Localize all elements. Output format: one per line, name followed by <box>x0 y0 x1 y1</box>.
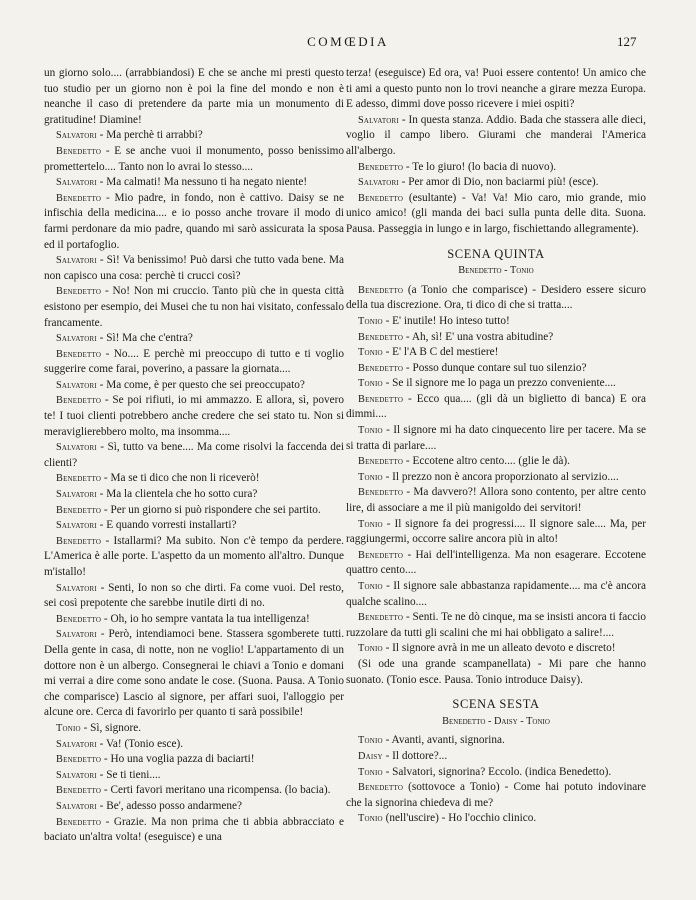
speaker-name: Salvatori <box>56 177 97 189</box>
dialogue-line <box>44 331 344 347</box>
dialogue-line <box>346 191 646 238</box>
dialogue-text: - Il signore mi ha dato cinquecento lire per tacere. Ma se si tratta di parlare.... <box>346 424 646 452</box>
dialogue-text: - Se il signore me lo paga un prezzo conveniente.... <box>385 377 616 390</box>
scene-six-characters: Benedetto - Daisy - Tonio <box>442 715 550 727</box>
scene-five-characters: Benedetto - Tonio <box>458 265 534 277</box>
dialogue-text: - Avanti, avanti, signorina. <box>385 734 505 747</box>
speaker-name: Tonio <box>358 471 383 483</box>
dialogue-line <box>346 283 646 314</box>
dialogue-line <box>44 752 344 768</box>
dialogue-line <box>44 253 344 284</box>
dialogue-line <box>44 378 344 394</box>
speaker-name: Benedetto <box>358 549 404 561</box>
speaker-name: Tonio <box>358 766 383 778</box>
speaker-name: Benedetto <box>56 286 102 298</box>
dialogue-text: - Be', adesso posso andarmene? <box>99 799 242 812</box>
dialogue-text: - Istallarmi? Ma subito. Non c'è tempo da perdere. L'America è alle porte. L'aspetto da un momento all'altro. Dunque m'istallo! <box>44 534 344 578</box>
dialogue-text: - Va! (Tonio esce). <box>99 737 184 750</box>
speaker-name: Benedetto <box>358 456 404 468</box>
scene-six-dialogue <box>346 733 646 827</box>
dialogue-text: - Posso dunque contare sul tuo silenzio? <box>405 361 587 374</box>
dialogue-line <box>346 113 646 160</box>
dialogue-line <box>346 376 646 392</box>
speaker-name: Salvatori <box>56 379 97 391</box>
dialogue-line <box>44 799 344 815</box>
dialogue-text: (esultante) - Va! Va! Mio caro, mio grande, mio unico amico! (gli manda dei baci sulla punta delle dita. Suona. Pausa. Passeggia in lungo e in largo, fischiettando allegramente). <box>346 191 647 235</box>
scene-five-dialogue <box>346 283 646 688</box>
dialogue-text: (nell'uscire) - Ho l'occhio clinico. <box>385 812 537 825</box>
dialogue-line <box>44 487 344 503</box>
dialogue-text: - Il prezzo non è ancora proporzionato al servizio.... <box>385 470 619 483</box>
dialogue-text: - Ma la clientela che ho sotto cura? <box>99 488 258 501</box>
dialogue-line <box>346 548 646 579</box>
dialogue-text: - E' inutile! Ho inteso tutto! <box>385 314 510 327</box>
dialogue-text: - Però, intendiamoci bene. Stassera sgomberete tutti. Della gente in casa, di notte, non ne voglio! L'appartamento di un dottore non è un albergo. Consegnerai le chiavi a Tonio e domani mi verrai a dire come sono andate le cose. (Suona. Pausa. A Tonio che comparisce) Lascio al signore, per affari suoi, l'alloggio per alcune ore. Cerca di favorirlo per quanto ti sarà possibile! <box>44 628 345 719</box>
dialogue-text: - No! Non mi cruccio. Tanto più che in questa città esistono per esempio, dei Musei che tu non hai visitato, confessalo francamente. <box>44 285 344 329</box>
speaker-name: Salvatori <box>56 629 97 641</box>
dialogue-line <box>44 737 344 753</box>
dialogue-line <box>346 160 646 176</box>
dialogue-text: - Ma davvero?! Allora sono contento, per altre cento lire, di associare a me il più manigoldo dei servitori! <box>346 486 647 515</box>
dialogue-text: - Ma come, è per questo che sei preoccupato? <box>99 378 305 391</box>
speaker-name: Benedetto <box>56 395 102 407</box>
speaker-name: Salvatori <box>56 520 97 532</box>
dialogue-line <box>346 423 646 454</box>
dialogue-line <box>346 749 646 765</box>
dialogue-line <box>346 657 646 688</box>
dialogue-text: - Certi favori meritano una ricompensa. (lo bacia). <box>103 784 331 797</box>
speaker-name: Benedetto <box>56 192 102 204</box>
dialogue-line <box>44 144 344 175</box>
dialogue-line <box>44 66 344 128</box>
scene-four-continuation <box>346 66 646 238</box>
dialogue-line <box>44 518 344 534</box>
speaker-name: Benedetto <box>358 331 404 343</box>
dialogue-line <box>44 612 344 628</box>
speaker-name: Benedetto <box>358 612 404 624</box>
dialogue-line <box>346 392 646 423</box>
speaker-name: Daisy <box>358 750 383 762</box>
dialogue-text: - E quando vorresti installarti? <box>99 519 237 532</box>
speaker-name: Benedetto <box>56 473 102 485</box>
dialogue-text: - Senti, Io non so che dirti. Fa come vuoi. Del resto, sei così prepotente che sarebbe inutile dirti di no. <box>44 581 344 610</box>
speaker-name: Benedetto <box>358 393 404 405</box>
page-number: 127 <box>617 34 637 49</box>
speaker-name: Salvatori <box>56 582 97 594</box>
speaker-name: Benedetto <box>56 504 102 516</box>
dialogue-text: (a Tonio che comparisce) - Desidero essere sicuro della tua discrezione. Ora, ti dico di che si tratta.... <box>346 283 646 312</box>
speaker-name: Salvatori <box>56 800 97 812</box>
dialogue-text: - Ecco qua.... (gli dà un biglietto di banca) E ora dimmi.... <box>346 392 646 421</box>
dialogue-line <box>44 191 344 253</box>
dialogue-text: - Se poi rifiuti, io mi ammazzo. E allora, sì, povero te! I tuoi clienti potrebbero anche credere che sei stato tu. Non si meraviglierebbero molto, ma insomma.... <box>44 394 344 438</box>
dialogue-line <box>346 454 646 470</box>
scene-five-title: SCENA QUINTA <box>447 246 545 261</box>
dialogue-text: - Ma perchè ti arrabbi? <box>99 129 203 142</box>
dialogue-text: - Sì! Va benissimo! Può darsi che tutto vada bene. Ma non capisco una cosa: perchè ti crucci così? <box>44 254 344 282</box>
dialogue-text: - Sì! Ma che c'entra? <box>99 332 193 345</box>
dialogue-line <box>44 581 344 612</box>
dialogue-text: - E' l'A B C del mestiere! <box>385 346 499 359</box>
dialogue-line <box>346 175 646 191</box>
dialogue-text: - Ma se ti dico che non li riceverò! <box>103 472 260 485</box>
speaker-name: Tonio <box>358 643 383 655</box>
dialogue-line <box>346 345 646 361</box>
dialogue-text: - Per un giorno si può rispondere che sei partito. <box>103 503 321 516</box>
speaker-name: Salvatori <box>358 114 399 126</box>
dialogue-line <box>346 470 646 486</box>
speaker-name: Benedetto <box>358 782 404 794</box>
dialogue-text: - E se anche vuoi il monumento, posso benissimo promettertelo.... Tanto non lo avrai lo stesso.... <box>44 144 344 173</box>
scene-six-title: SCENA SESTA <box>452 697 540 712</box>
dialogue-text: terza! (eseguisce) Ed ora, va! Puoi essere contento! Un amico che ti ami a questo punto non lo trovi neanche a girare mezza Europa. E adesso, dimmi dove posso ricevere i miei ospiti? <box>346 67 646 111</box>
speaker-name: Benedetto <box>358 487 404 499</box>
speaker-name: Benedetto <box>358 161 404 173</box>
speaker-name: Benedetto <box>358 284 404 296</box>
dialogue-line <box>346 733 646 749</box>
dialogue-line <box>44 815 344 846</box>
speaker-name: Tonio <box>358 813 383 825</box>
speaker-name: Tonio <box>358 735 383 747</box>
speaker-name: Benedetto <box>56 785 102 797</box>
dialogue-line <box>44 534 344 581</box>
dialogue-line <box>346 610 646 641</box>
dialogue-text: - Hai dell'intelligenza. Ma non esagerare. Eccotene quattro cento.... <box>346 548 647 577</box>
dialogue-line <box>44 175 344 191</box>
speaker-name: Salvatori <box>56 769 97 781</box>
dialogue-line <box>44 721 344 737</box>
dialogue-line <box>44 440 344 471</box>
speaker-name: Salvatori <box>56 255 97 267</box>
dialogue-line <box>346 811 646 827</box>
dialogue-text: (sottovoce a Tonio) - Come hai potuto indovinare che la signorina chiedeva di me? <box>346 781 646 809</box>
speaker-name: Benedetto <box>358 192 404 204</box>
speaker-name: Benedetto <box>56 816 102 828</box>
dialogue-text: - No.... E perchè mi preoccupo di tutto e ti voglio suggerire come farai, poverino, a passare la giornata.... <box>44 347 345 376</box>
dialogue-line <box>44 284 344 331</box>
dialogue-line <box>346 361 646 377</box>
dialogue-text: - Sì, signore. <box>83 721 142 734</box>
dialogue-line <box>346 579 646 610</box>
dialogue-text: - Ah, sì! E' una vostra abitudine? <box>405 330 554 343</box>
speaker-name: Tonio <box>358 347 383 359</box>
dialogue-text: - Oh, io ho sempre vantata la tua intelligenza! <box>103 612 310 625</box>
dialogue-line <box>44 768 344 784</box>
dialogue-text: - Il signore sale abbastanza rapidamente.... ma c'è ancora qualche scalino.... <box>346 580 647 608</box>
dialogue-line <box>346 314 646 330</box>
dialogue-line <box>346 66 646 113</box>
speaker-name: Benedetto <box>56 754 102 766</box>
dialogue-text: - Mio padre, in fondo, non è cattivo. Daisy se ne infischia della medicina.... e io posso anche trovare il modo di farmi perdonare da mio padre, quando mi sarò assicurata la sposa ed il portafoglio. <box>44 191 344 251</box>
dialogue-line <box>44 347 344 378</box>
dialogue-line <box>44 627 344 721</box>
dialogue-line <box>44 128 344 144</box>
dialogue-text: un giorno solo.... (arrabbiandosi) E che se anche mi presti questo tuo studio per un giorno non è poi la fine del mondo e non è neanche il caso di pretendere da parte mia un monumento di gratitudine! Diamine! <box>44 67 344 126</box>
speaker-name: Salvatori <box>56 130 97 142</box>
speaker-name: Salvatori <box>56 333 97 345</box>
right-column <box>346 66 646 827</box>
dialogue-text: - Salvatori, signorina? Eccolo. (indica Benedetto). <box>385 765 612 778</box>
dialogue-line <box>346 517 646 548</box>
speaker-name: Salvatori <box>56 442 97 454</box>
dialogue-text: - Per amor di Dio, non baciarmi più! (esce). <box>401 176 599 189</box>
speaker-name: Salvatori <box>56 489 97 501</box>
speaker-name: Benedetto <box>56 348 102 360</box>
dialogue-text: - Ma calmati! Ma nessuno ti ha negato niente! <box>99 176 308 189</box>
dialogue-line <box>346 641 646 657</box>
dialogue-line <box>44 783 344 799</box>
speaker-name: Tonio <box>358 315 383 327</box>
dialogue-text: - Ho una voglia pazza di baciarti! <box>103 753 255 766</box>
speaker-name: Salvatori <box>56 738 97 750</box>
dialogue-line <box>346 780 646 811</box>
running-header-title: COMŒDIA <box>307 34 389 49</box>
dialogue-text: - Il signore fa dei progressi.... Il signore sale.... Ma, per raggiungermi, occorre salire ancora più in alto! <box>346 517 646 546</box>
dialogue-text: - Il dottore?... <box>385 749 448 762</box>
dialogue-text: - Eccotene altro cento.... (glie le dà). <box>405 455 570 468</box>
dialogue-text: - Sì, tutto va bene.... Ma come risolvi la faccenda dei clienti? <box>44 441 345 469</box>
dialogue-text: - Te lo giuro! (lo bacia di nuovo). <box>405 160 557 173</box>
speaker-name: Tonio <box>56 722 81 734</box>
dialogue-text: - Se ti tieni.... <box>99 768 161 781</box>
dialogue-line <box>346 330 646 346</box>
speaker-name: Benedetto <box>56 145 102 157</box>
speaker-name: Benedetto <box>56 535 102 547</box>
speaker-name: Benedetto <box>358 362 404 374</box>
speaker-name: Benedetto <box>56 613 102 625</box>
dialogue-text: (Si ode una grande scampanellata) - Mi pare che hanno suonato. (Tonio esce. Pausa. Tonio introduce Daisy). <box>346 657 646 686</box>
dialogue-line <box>44 471 344 487</box>
dialogue-line <box>44 503 344 519</box>
speaker-name: Tonio <box>358 425 383 437</box>
dialogue-text: - Il signore avrà in me un alleato devoto e discreto! <box>385 642 616 655</box>
dialogue-line <box>44 393 344 440</box>
left-column <box>44 66 344 846</box>
speaker-name: Tonio <box>358 518 383 530</box>
dialogue-line <box>346 765 646 781</box>
dialogue-text: - Grazie. Ma non prima che ti abbia abbracciato e baciato un'altra volta! (eseguisce) e una <box>44 815 344 844</box>
speaker-name: Tonio <box>358 581 383 592</box>
speaker-name: Salvatori <box>358 177 399 189</box>
dialogue-text: - Senti. Te ne dò cinque, ma se insisti ancora ti faccio ruzzolare da tutti gli scalini che mi hai obbligato a salire!.... <box>346 611 647 639</box>
dialogue-text: - In questa stanza. Addio. Bada che stassera alle dieci, voglio il campo libero. Giurami che manderai l'America all'albergo. <box>346 113 646 157</box>
speaker-name: Tonio <box>358 378 383 390</box>
dialogue-line <box>346 485 646 516</box>
